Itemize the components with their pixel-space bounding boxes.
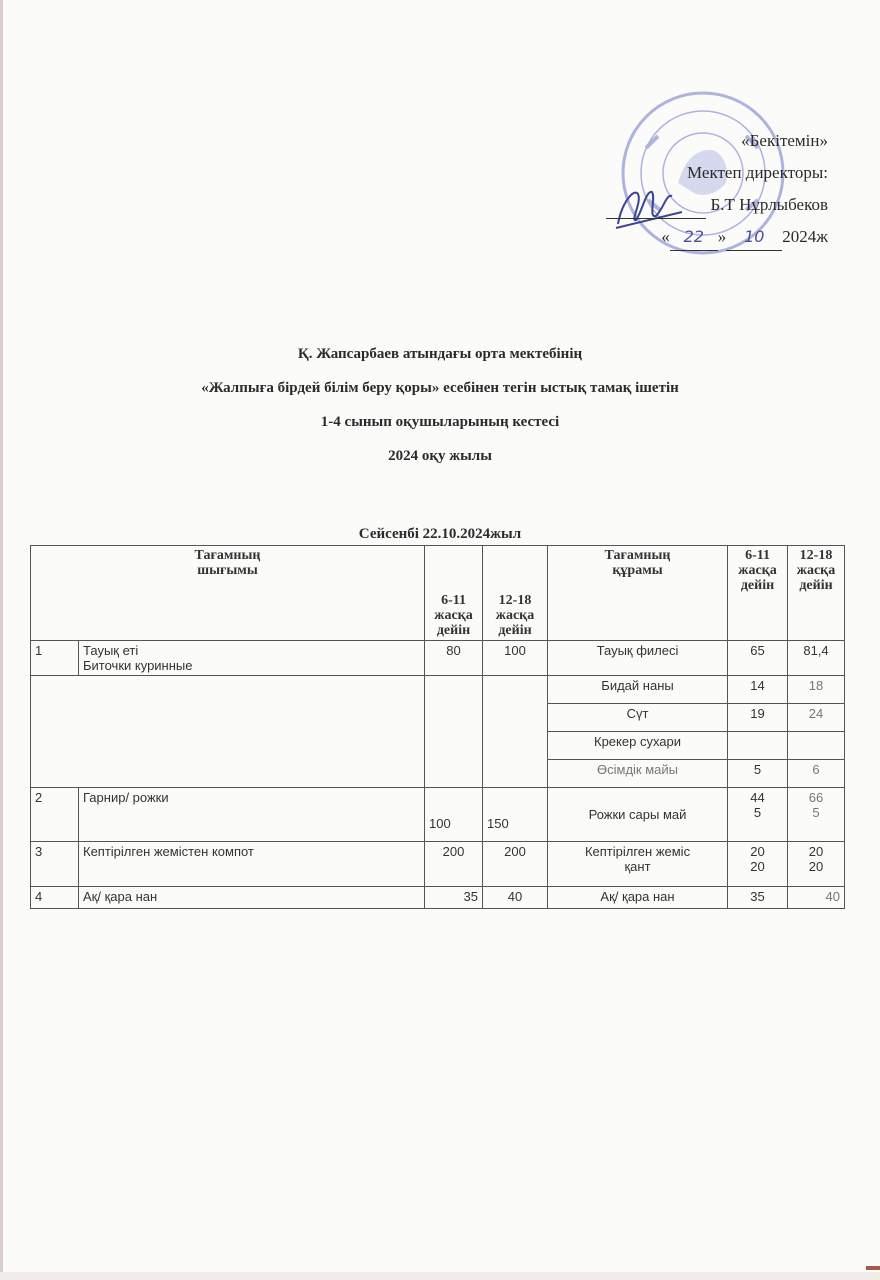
title-line-2: «Жалпыға бірдей білім беру қоры» есебінен тегін ыстық тамақ ішетін <box>201 380 679 396</box>
ingredient-12-18: 40 <box>788 887 845 909</box>
ingredient-12-18-a: 66 <box>808 790 824 805</box>
ingredient-6-11-b: 5 <box>753 805 762 820</box>
table-header-row <box>31 546 845 641</box>
approval-date <box>528 224 828 256</box>
ingredient-6-11 <box>728 732 788 760</box>
dish-name: Гарнир/ рожки <box>79 788 425 842</box>
header-output <box>31 546 425 641</box>
ingredient-12-18: 6 <box>788 760 845 788</box>
row-number: 3 <box>31 842 79 887</box>
ingredient-6-11-b: 20 <box>750 859 765 874</box>
ingredient-6-11-a: 44 <box>750 790 765 805</box>
header-age-12-18: 12-18 жасқа дейін <box>483 546 548 641</box>
empty-output-12-18 <box>483 676 548 788</box>
dish-name <box>79 641 425 676</box>
table-row <box>31 788 845 842</box>
page-edge-mark <box>866 1266 880 1270</box>
ingredient-12-18: 24 <box>788 704 845 732</box>
header-output-line1: Тағамның <box>194 548 261 563</box>
ingredient-6-11: 65 <box>728 641 788 676</box>
output-6-11: 35 <box>425 887 483 909</box>
ingredient: Рожки сары май <box>548 788 728 842</box>
date-month: 10 <box>726 224 782 251</box>
approval-heading: «Бекітемін» <box>741 131 828 150</box>
ingredient: Ақ/ қара нан <box>548 887 728 909</box>
ingredient: Тауық филесі <box>548 641 728 676</box>
ingredient-12-18-b: 5 <box>812 805 820 820</box>
ingredient: Сүт <box>548 704 728 732</box>
ingredient-12-18 <box>788 732 845 760</box>
date-open-quote: « <box>661 227 670 246</box>
menu-table <box>30 545 845 909</box>
header-age-6-11: 6-11 жасқа дейін <box>425 546 483 641</box>
ingredient <box>548 842 728 887</box>
ingredient: Бидай наны <box>548 676 728 704</box>
approval-name-line <box>528 192 828 224</box>
ingredient-6-11-a: 20 <box>750 844 765 859</box>
dish-name: Ақ/ қара нан <box>79 887 425 909</box>
ingredient-6-11 <box>728 788 788 842</box>
title-line-4: 2024 оқу жылы <box>388 448 492 464</box>
header-composition-line1: Тағамның <box>604 548 671 563</box>
ingredient: Өсімдік майы <box>548 760 728 788</box>
dish-name: Кептірілген жемістен компот <box>79 842 425 887</box>
output-12-18: 100 <box>483 641 548 676</box>
ingredient-6-11: 5 <box>728 760 788 788</box>
table-row <box>31 887 845 909</box>
document-title <box>0 342 880 478</box>
ingredient-12-18 <box>788 788 845 842</box>
output-6-11: 100 <box>425 788 483 842</box>
ingredient-line-2: қант <box>624 859 651 874</box>
header-composition-line2: құрамы <box>612 563 663 578</box>
table-row <box>31 641 845 676</box>
date-year: 2024ж <box>782 227 828 246</box>
approval-position: Мектеп директоры: <box>687 163 828 182</box>
row-number: 1 <box>31 641 79 676</box>
ingredient-6-11 <box>728 842 788 887</box>
output-12-18: 40 <box>483 887 548 909</box>
page-edge-bottom <box>0 1272 880 1280</box>
title-line-1: Қ. Жапсарбаев атындағы орта мектебінің <box>297 346 583 362</box>
approval-block <box>528 128 828 256</box>
title-line-3: 1-4 сынып оқушыларының кестесі <box>320 414 560 430</box>
ingredient-12-18-a: 20 <box>808 844 824 859</box>
page-edge-left <box>0 0 3 1280</box>
dish-line-2: Биточки куринные <box>83 658 193 673</box>
header-output-line2: шығымы <box>197 563 258 578</box>
day-date: Сейсенбі 22.10.2024жыл <box>358 526 522 542</box>
dish-line-1: Тауық еті <box>83 643 139 658</box>
date-day: 22 <box>670 224 718 251</box>
ingredient-12-18: 81,4 <box>788 641 845 676</box>
ingredient: Крекер сухари <box>548 732 728 760</box>
header-composition <box>548 546 728 641</box>
date-mid-quote: » <box>717 227 727 246</box>
ingredient-6-11: 14 <box>728 676 788 704</box>
ingredient-12-18: 18 <box>788 676 845 704</box>
ingredient-6-11: 35 <box>728 887 788 909</box>
output-12-18: 200 <box>483 842 548 887</box>
approval-name: Б.Т Нұрлыбеков <box>710 195 828 214</box>
table-row <box>31 842 845 887</box>
output-12-18: 150 <box>483 788 548 842</box>
ingredient-line-1: Кептірілген жеміс <box>584 844 691 859</box>
ingredient-6-11: 19 <box>728 704 788 732</box>
output-6-11: 200 <box>425 842 483 887</box>
empty-output-6-11 <box>425 676 483 788</box>
header-comp-age-12-18: 12-18 жасқа дейін <box>788 546 845 641</box>
table-row <box>31 676 845 704</box>
row-number: 2 <box>31 788 79 842</box>
empty-dish-cell <box>31 676 425 788</box>
row-number: 4 <box>31 887 79 909</box>
ingredient-12-18-b: 20 <box>808 859 824 874</box>
ingredient-12-18 <box>788 842 845 887</box>
output-6-11: 80 <box>425 641 483 676</box>
header-comp-age-6-11: 6-11 жасқа дейін <box>728 546 788 641</box>
